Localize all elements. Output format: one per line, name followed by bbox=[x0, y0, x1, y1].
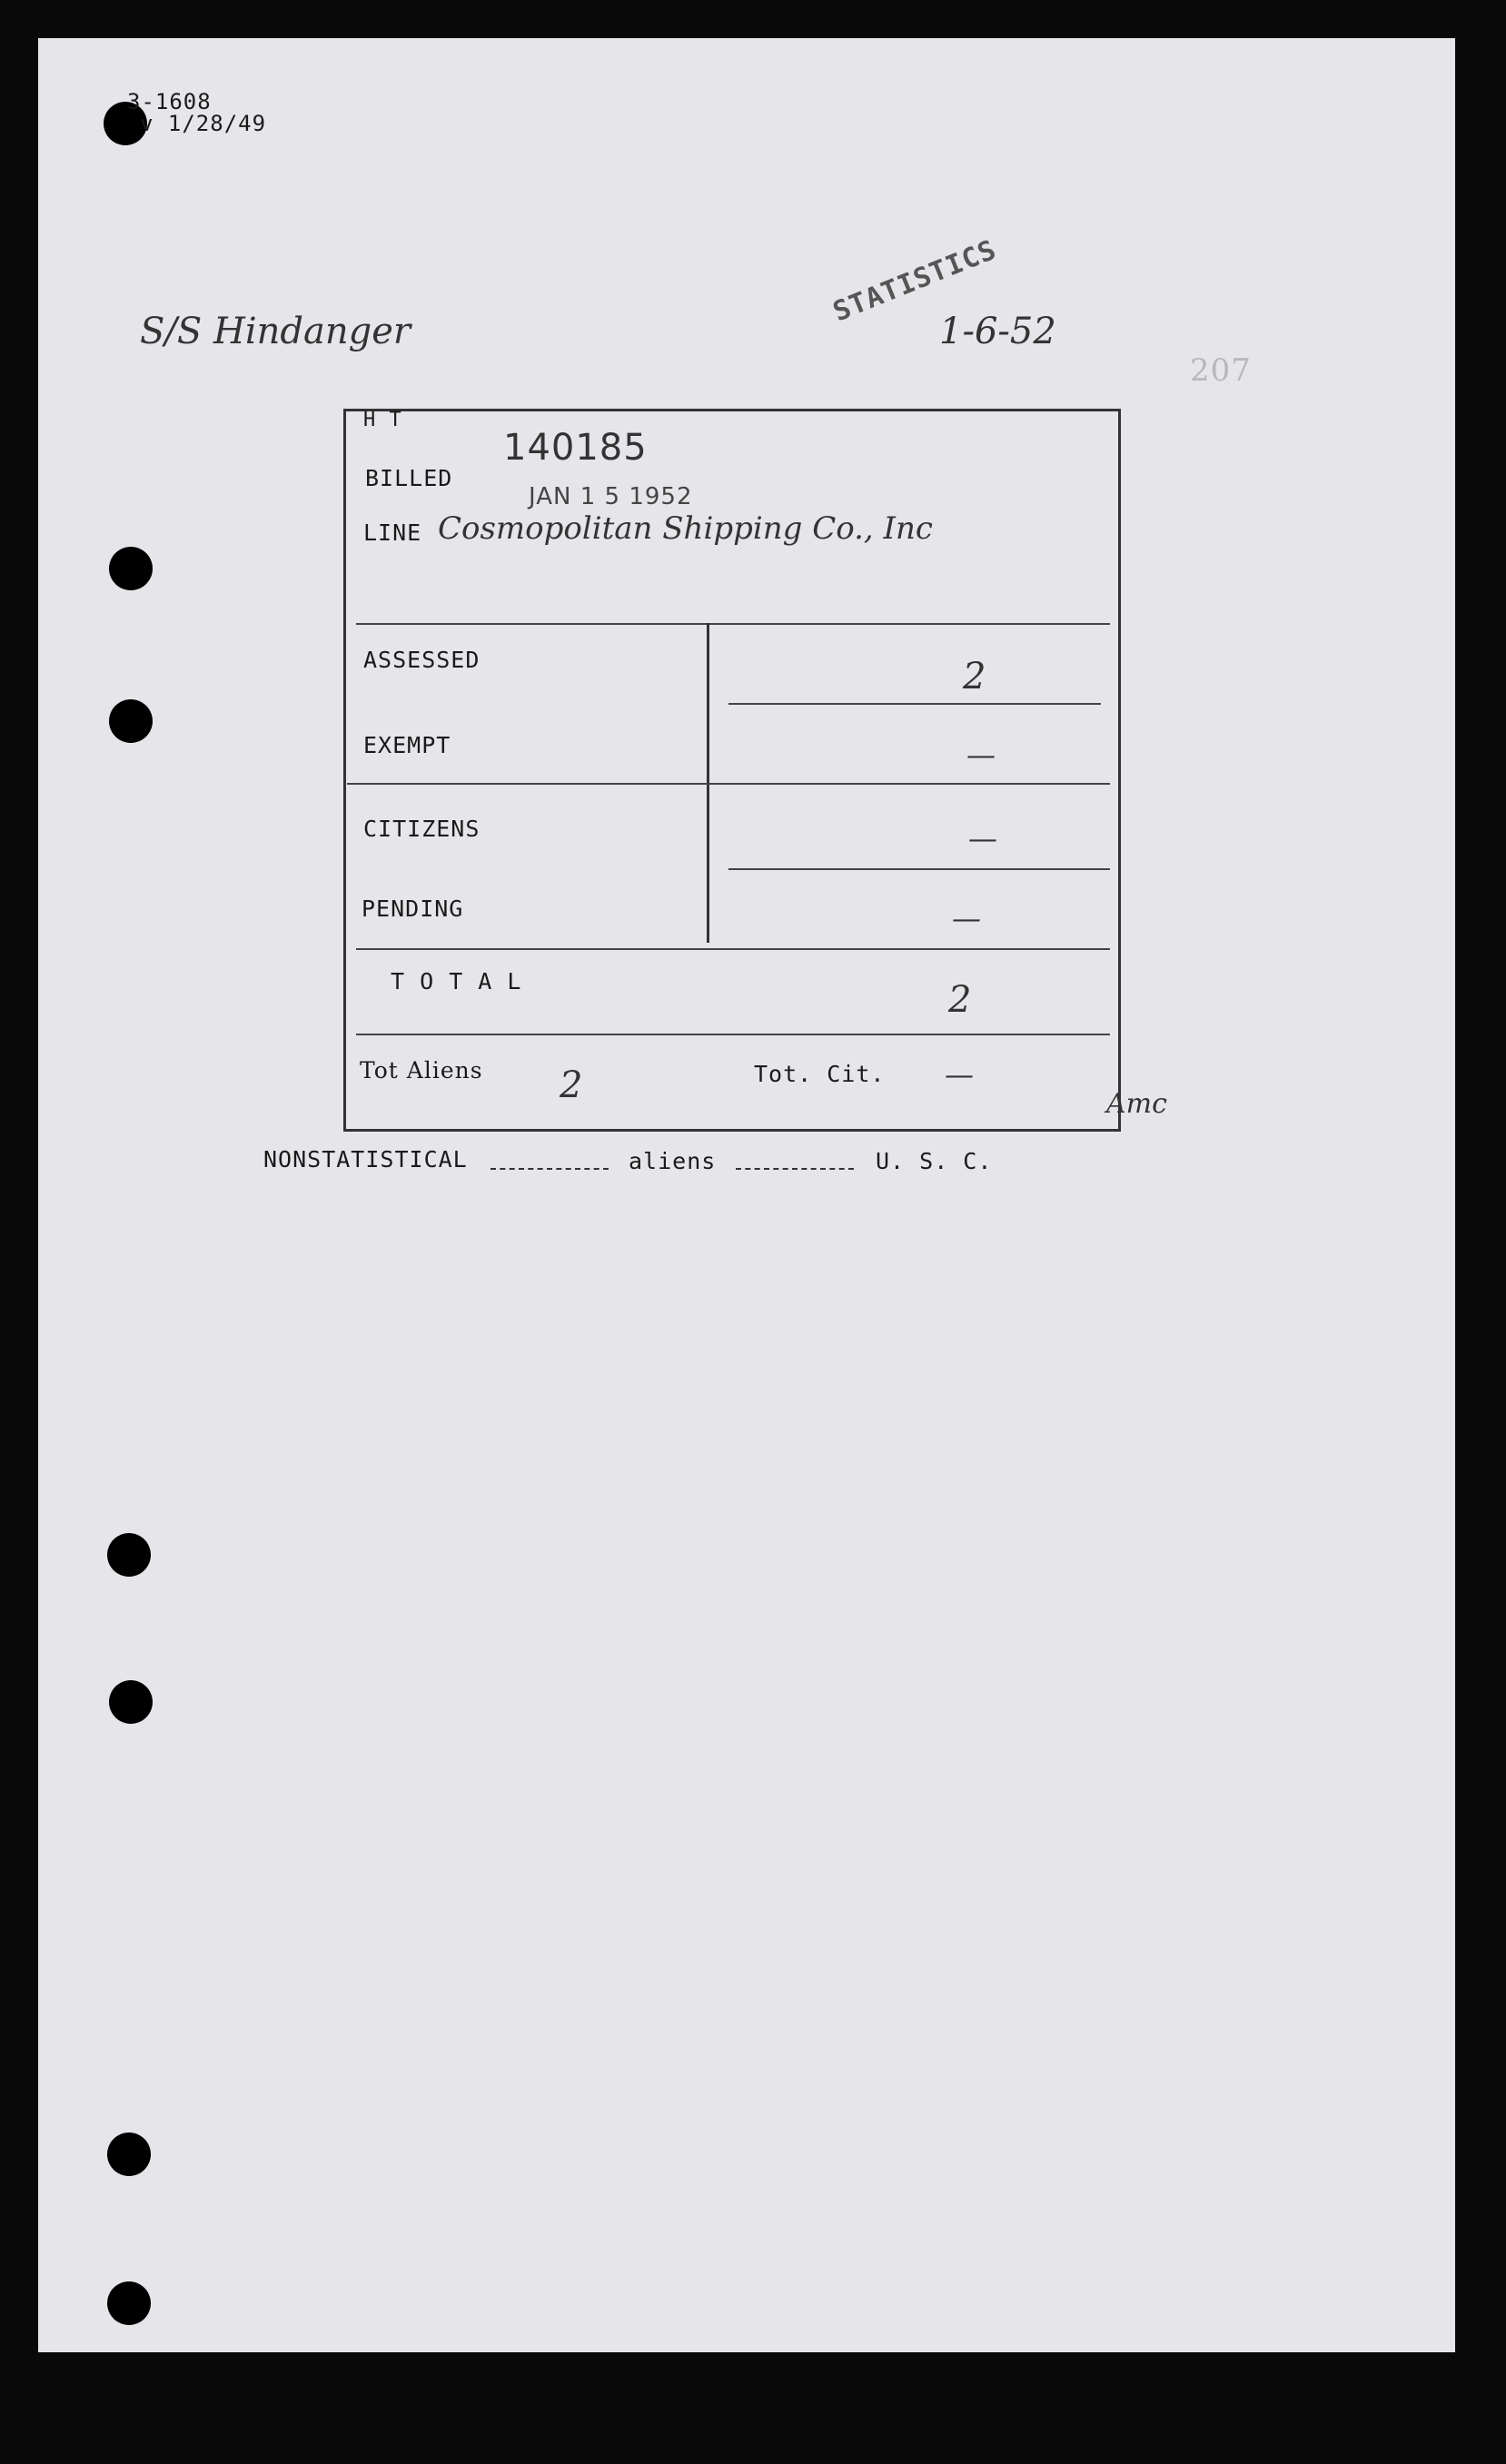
total-value: 2 bbox=[948, 979, 972, 1021]
punch-hole bbox=[109, 547, 153, 590]
ht-label: H T bbox=[363, 409, 402, 431]
faint-number: 207 bbox=[1190, 352, 1252, 389]
form-divider bbox=[347, 783, 1110, 785]
tot-cit-label: Tot. Cit. bbox=[754, 1061, 886, 1087]
punch-hole bbox=[109, 1680, 153, 1724]
tot-aliens-label: Tot Aliens bbox=[360, 1057, 483, 1084]
aliens-blank bbox=[736, 1168, 854, 1170]
punch-hole bbox=[107, 2281, 151, 2325]
usc-label: U. S. C. bbox=[876, 1148, 993, 1174]
handwritten-date: 1-6-52 bbox=[939, 311, 1056, 352]
form-code: 3-1608 bbox=[127, 89, 212, 114]
citizens-label: CITIZENS bbox=[363, 816, 481, 842]
tot-cit-value: — bbox=[945, 1057, 974, 1092]
initials: Amc bbox=[1106, 1088, 1167, 1120]
nonstatistical-blank bbox=[490, 1168, 609, 1170]
document-page bbox=[38, 38, 1455, 2352]
assessed-label: ASSESSED bbox=[363, 647, 481, 673]
line-label: LINE bbox=[363, 520, 422, 546]
shipping-line-name: Cosmopolitan Shipping Co., Inc bbox=[438, 510, 933, 547]
exempt-value: — bbox=[966, 737, 996, 772]
statistics-stamp: STATISTICS bbox=[828, 233, 1002, 329]
form-divider bbox=[356, 1034, 1110, 1035]
billed-label: BILLED bbox=[365, 465, 453, 491]
vessel-name: S/S Hindanger bbox=[140, 311, 411, 352]
form-divider bbox=[728, 703, 1101, 705]
billed-number: 140185 bbox=[503, 427, 648, 469]
citizens-value: — bbox=[968, 821, 997, 856]
form-divider bbox=[356, 948, 1110, 950]
tot-aliens-value: 2 bbox=[560, 1064, 583, 1106]
pending-value: — bbox=[952, 901, 981, 935]
pending-label: PENDING bbox=[362, 896, 464, 922]
punch-hole bbox=[107, 2132, 151, 2176]
punch-hole bbox=[109, 699, 153, 743]
aliens-label: aliens bbox=[629, 1148, 717, 1174]
form-divider bbox=[728, 868, 1110, 870]
exempt-label: EXEMPT bbox=[363, 732, 451, 758]
form-divider bbox=[356, 623, 1110, 625]
nonstatistical-label: NONSTATISTICAL bbox=[263, 1146, 468, 1173]
billed-date-stamp: JAN 1 5 1952 bbox=[529, 483, 693, 510]
punch-hole bbox=[107, 1533, 151, 1577]
total-label: T O T A L bbox=[391, 968, 522, 995]
form-revision: v 1/28/49 bbox=[140, 111, 267, 136]
assessed-value: 2 bbox=[963, 656, 986, 698]
